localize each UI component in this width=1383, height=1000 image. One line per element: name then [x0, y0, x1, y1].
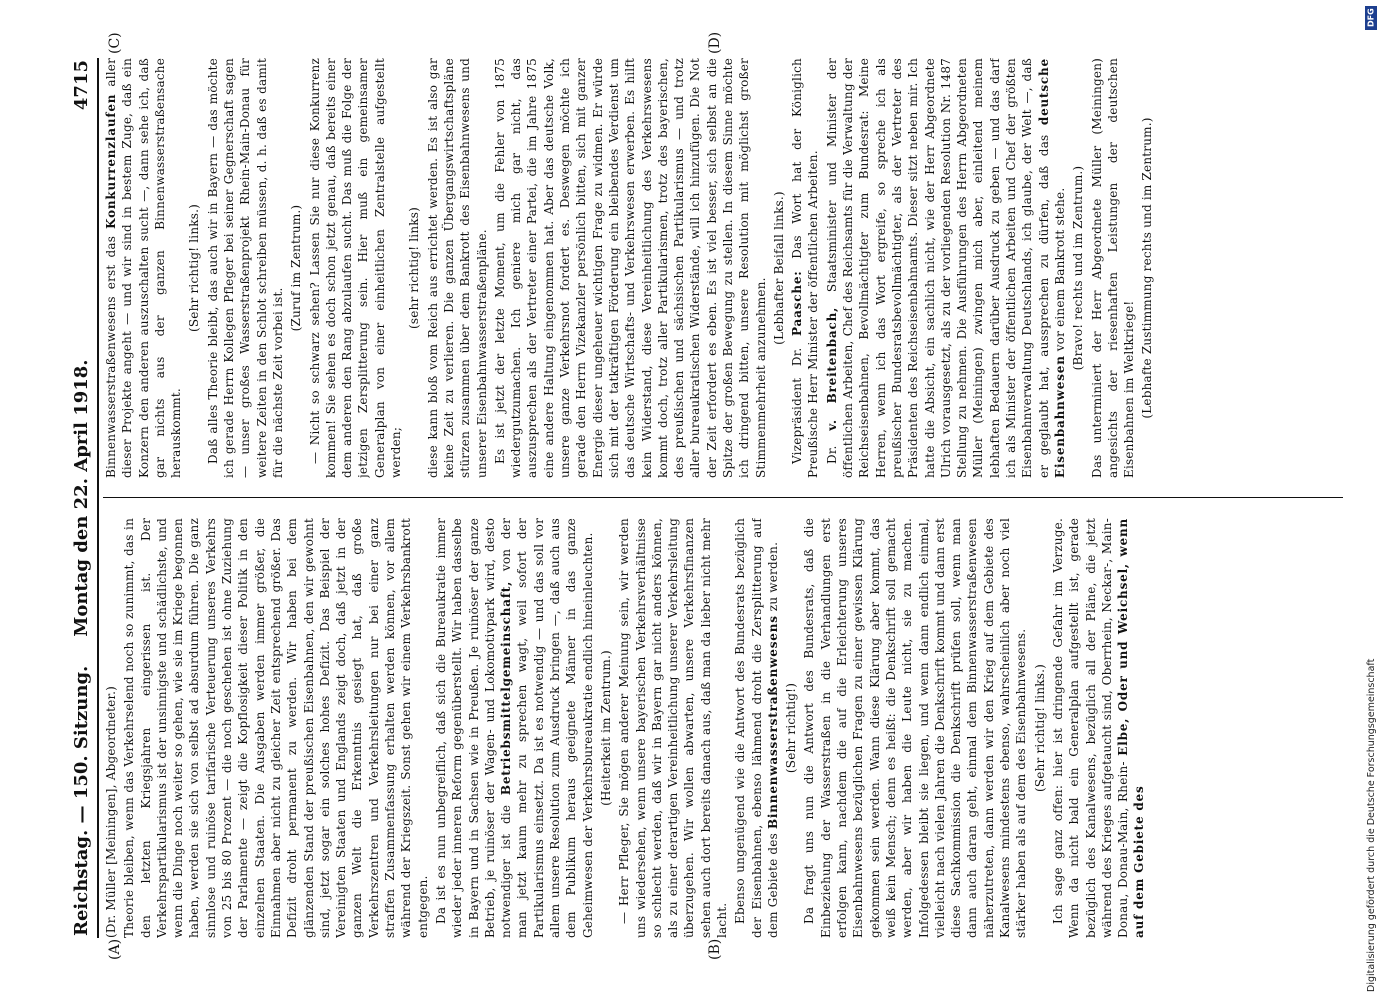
- interjection: (sehr richtig! links): [407, 207, 422, 329]
- column-separator: [103, 497, 1343, 498]
- rotated-page: [67, 31, 1367, 960]
- paragraph: Theorie bleiben, wenn das Verkehrselend noch so zunimmt, das in den letzten Kriegsjahren eingerissen ist. Der Verkehrspartikularismus ist der unsinnigste und schädlichste, und wenn die Dinge noch weiter so gehen, wie sie im Kriege begonnen haben, werden sie sich von selbst ad absurdum führen. Die ganz sinnlose und ruinöse tarifarische Verteuerung unseres Verkehrs von 25 bis 80 Prozent — die noch geschehen ist ohne Zuziehung der Parlamente — zeigt die Kopflosigkeit dieser Politik in den einzelnen Staaten. Die Ausgaben werden immer größer, die Einnahmen aber nicht zu gleicher Zeit entsprechend größer. Das Defizit droht permanent zu werden. Wir haben bei dem glänzenden Stand der preußischen Eisenbahnen, den wir gewohnt sind, jetzt sogar ein solches hohes Defizit. Das Beispiel der Vereinigten Staaten und Englands zeigt doch, daß jetzt in der ganzen Welt die Erkenntnis gesiegt hat, daß große Verkehrszentren und Verkehrsleitungen nur bei einer ganz straffen Zusammenfassung erhalten werden können, vor allem während der Kriegszeit. Sonst gehen wir einem Verkehrsbankrott entgegen.: [122, 518, 430, 938]
- margin-marker-a: (A): [107, 938, 123, 960]
- paragraph: Das unterminiert der Herr Abgeordnete Müller (Meiningen) angesichts der riesenhaften Leistungen der deutschen Eisenbahnen im Weltkriege!: [1089, 58, 1137, 478]
- speaker-name: v. Breitenbach,: [824, 306, 839, 431]
- speaker-name: Paasche:: [790, 270, 805, 336]
- paragraph: — Herr Pfleger, Sie mögen anderer Meinung sein, wir werden uns wiedersehen, wenn unsere bayerischen Verkehrsverhältnisse so schlecht werden, daß wir in Bayern gar nicht anders können, als zu einer derartigen Vereinheitlichung unserer Verkehrsleitung überzugehen. Wir wollen abwarten, unsere Verkehrsfinanzen sehen auch dort bereits danach aus, daß man da lieber nicht mehr lacht.: [617, 518, 729, 938]
- paragraph: Da fragt uns nun die Antwort des Bundesrats, daß die Einbeziehung der Wasserstraßen in die Verhandlungen erst erfolgen kann, nachdem die auf die Erleichterung unseres Eisenbahnwesens bezüglichen Fragen zu einer gewissen Klärung gekommen sein werden. Wann diese Klärung aber kommt, das weiß kein Mensch; denn es heißt: die Denkschrift soll gemacht werden, aber wir haben die Leute nicht, sie zu machen. Infolgedessen bleibt sie liegen, und wenn dann endlich einmal, vielleicht nach vielen Jahren die Denkschrift kommt und dann erst diese Sachkommission die Denkschrift prüfen soll, wenn man dann auch daran geht, einmal dem Binnenwasserstraßenwesen näherzutreten, dann werden wir den Krieg auf dem Gebiete des Kanalwesens mindestens ebenso, wahrscheinlich aber noch viel stärker haben als auf dem des Eisenbahnwesens.: [802, 518, 1029, 938]
- emphasis: Binnenwasserstraßenwesens: [765, 615, 780, 830]
- page-number: 4715: [71, 60, 92, 111]
- header-rule: [97, 58, 99, 938]
- paragraph: Dr. v. Breitenbach, Staatsminister und Minister der öffentlichen Arbeiten, Chef des Reichsamts für die Verwaltung der Reichseisenbahnen, Bevollmächtigter zum Bundesrat: Meine Herren, wenn ich das Wort ergreife, so spreche ich als preußischer Bundesratsbevollmächtigter, als der Vertreter des Präsidenten des Reichseisenbahnamts. Dieser sitzt neben mir. Ich hatte die Absicht, ein sachlich nicht, wie der Herr Abgeordnete Ulrich vorausgesetzt, als zu der vorliegenden Resolution Nr. 1487 Stellung zu nehmen. Die Ausführungen des Herrn Abgeordneten Müller (Meiningen) zwingen mich aber, einleitend meinem lebhaften Bedauern darüber Ausdruck zu geben — und das darf ich als Minister der öffentlichen Arbeiten und Chef der größten Eisenbahnverwaltung Deutschlands, ich glaube, der Welt —, daß er geglaubt hat, aussprechen zu dürfen, daß das deutsche Eisenbahnwesen vor einem Bankrott stehe.: [824, 58, 1067, 478]
- margin-marker-d: (D): [707, 31, 723, 54]
- paragraph: Binnenwasserstraßenwesens erst das Konkurrenzlaufen aller dieser Projekte angeht — und wir sind in bestem Zuge, daß ein Konzern den anderen auszuschalten sucht —, dann sehe ich, daß gar nichts aus der ganzen Binnenwasserstraßensache herauskommt.: [104, 58, 184, 478]
- emphasis: Konkurrenzlaufen: [104, 93, 118, 229]
- paragraph: Es ist jetzt der letzte Moment, um die Fehler von 1875 wiedergutzumachen. Ich geniere mich gar nicht, das auszusprechen als der Vertreter einer Partei, die im Jahre 1875 eine andere Haltung eingenommen hat. Aber das deutsche Volk, unsere ganze Verkehrsnot fordert es. Deswegen möchte ich gerade den Herrn Vizekanzler persönlich bitten, sich mit ganzer Energie dieser ungeheuer wichtigen Frage zu widmen. Er würde sich mit der tatkräftigen Förderung ein bleibendes Verdienst um das deutsche Wirtschafts- und Verkehrswesen erwerben. Es hilft kein Widerstand, diese Vereinheitlichung des Verkehrswesens kommt doch, trotz aller Partikularismen, trotz des bayerischen, des preußischen und sächsischen Partikularismus — und trotz aller bureaukratischen Widerstände, will ich hinzufügen. Die Not der Zeit erfordert es eben. Es ist viel besser, sich selbst an die Spitze der großen Bewegung zu stellen. In diesem Sinne möchte ich dringend bitten, unsere Resolution mit möglichst großer Stimmenmehrheit anzunehmen.: [492, 58, 768, 478]
- funding-note: Digitalisierung gefördert durch die Deutsche Forschungsgemeinschaft: [1366, 658, 1377, 992]
- header-date: Montag den 22. April 1918.: [71, 359, 92, 637]
- emphasis: Elbe, Oder und Weichsel, wenn auf dem Gebiete des: [1116, 518, 1147, 938]
- interjection: (Heiterkeit im Zentrum.): [598, 650, 613, 806]
- paragraph: Da ist es nun unbegreiflich, daß sich die Bureaukratie immer wieder jeder inneren Reform gegenüberstellt. Wir haben dasselbe in Bayern und in Sachsen wie in Preußen. Je ruinöser der ganze Betrieb, je ruinöser der Wagen- und Lokomotivpark wird, desto notwendiger ist die Betriebsmittelgemeinschaft, von der man jetzt kaum mehr zu sprechen wagt, weil sofort der Partikularismus einsetzt. Da ist es notwendig — und das soll vor allem unsere Resolution zum Ausdruck bringen —, daß auch aus dem Publikum heraus geeignete Männer in das ganze Geheimwesen der Verkehrsbureaukratie endlich hineinleuchten.: [433, 518, 595, 938]
- paragraph: Vizepräsident Dr. Paasche: Das Wort hat der Königlich Preußische Herr Minister der öffentlichen Arbeiten.: [790, 58, 821, 478]
- page-header: [67, 58, 97, 938]
- paragraph: Ich sage ganz offen: hier ist dringende Gefahr im Verzuge. Wenn da nicht bald ein Generalplan aufgestellt ist, gerade bezüglich des Kanalwesens, bezüglich all der Pläne, die jetzt während des Krieges aufgetaucht sind, Oberrhein, Neckar-, Main-Donau, Donau-Main, Rhein- Elbe, Oder und Weichsel, wenn auf dem Gebiete des: [1050, 518, 1147, 938]
- interjection: (Sehr richtig! links.): [187, 204, 202, 333]
- paragraph: Daß alles Theorie bleibt, das auch wir in Bayern — das möchte ich gerade Herrn Kollegen Pfleger bei seiner Gegnerschaft sagen — unser großes Wasserstraßenprojekt Rhein-Main-Donau für weitere Zeiten in den Schlot schreiben müssen, d. h. daß es damit für die nächste Zeit vorbei ist.: [205, 58, 285, 478]
- left-column: [103, 518, 1343, 938]
- right-column: [103, 58, 1343, 478]
- speaker-tag: (Dr. Müller [Meiningen], Abgeordneter.): [104, 686, 118, 938]
- interjection: (Lebhafte Zustimmung rechts und im Zentrum.): [1140, 117, 1155, 419]
- interjection: (Sehr richtig! links.): [1032, 664, 1047, 793]
- paragraph: — Nicht so schwarz sehen? Lassen Sie nur diese Konkurrenz kommen! Sie sehen es doch schon jetzt genau, daß bereits einer dem anderen den Rang abzulaufen sucht. Das muß die Folge der jetzigen Zersplitterung sein. Hier muß ein gemeinsamer Generalplan von einer einheitlichen Zentralstelle aufgestellt werden;: [307, 58, 404, 478]
- dfg-logo: DFG: [1365, 6, 1377, 30]
- paragraph: diese kann bloß vom Reich aus errichtet werden. Es ist also gar keine Zeit zu verlieren. Die ganzen Übergangswirtschaftspläne stürzen zusammen über dem Bankrott des Eisenbahnwesens und unserer Eisenbahnwasserstraßenpläne.: [425, 58, 489, 478]
- emphasis: Betriebsmittelgemeinschaft,: [499, 580, 514, 796]
- paragraph: Ebenso ungenügend wie die Antwort des Bundesrats bezüglich der Eisenbahnen, ebenso lähmend droht die Zersplitterung auf dem Gebiete des Binnenwasserstraßenwesens zu werden.: [733, 518, 780, 938]
- header-left: Reichstag. — 150. Sitzung.: [71, 665, 92, 936]
- interjection: (Lebhafter Beifall links.): [771, 191, 786, 345]
- interjection: (Bravo! rechts und im Zentrum.): [1071, 165, 1086, 371]
- footer: [1365, 2, 1379, 992]
- interjection: (Sehr richtig!): [784, 682, 799, 774]
- margin-marker-b: (B): [707, 938, 723, 960]
- interjection: (Zuruf im Zentrum.): [289, 204, 304, 332]
- margin-marker-c: (C): [107, 32, 123, 54]
- emphasis: deutsche Eisenbahnwesen: [1036, 58, 1067, 478]
